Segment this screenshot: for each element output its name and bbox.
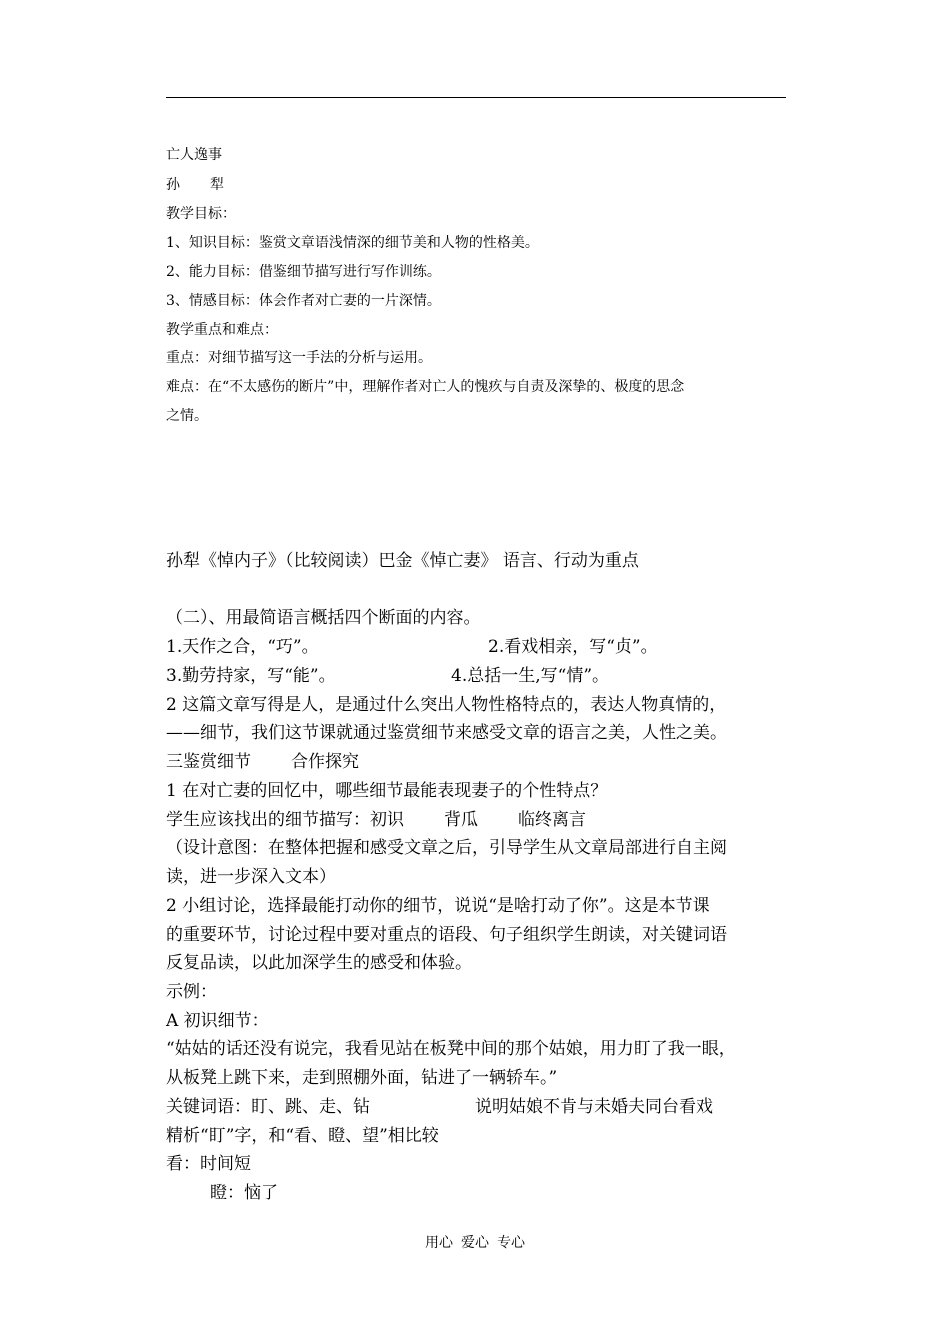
difficulty-line-1: 难点：在“不太感伤的断片”中，理解作者对亡人的愧疚与自责及深挚的、极度的思念 xyxy=(166,379,685,395)
summary-item-1: 1.天作之合，“巧”。 xyxy=(166,637,319,657)
discussion-line-1: 2 小组讨论，选择最能打动你的细节，说说“是啥打动了你”。这是本节课 xyxy=(166,896,710,916)
quote-line-1: “姑姑的话还没有说完，我看见站在板凳中间的那个姑娘，用力盯了我一眼， xyxy=(166,1039,736,1059)
detail-melon: 背瓜 xyxy=(444,810,478,830)
summary-item-3: 3.勤劳持家，写“能”。 xyxy=(166,666,336,686)
details-intro: 学生应该找出的细节描写：初识 xyxy=(166,810,404,830)
example-label: 示例： xyxy=(166,982,217,1002)
difficulty-line-2: 之情。 xyxy=(166,408,208,424)
discussion-line-3: 反复品读，以此加深学生的感受和体验。 xyxy=(166,953,472,973)
detail-last-words: 临终离言 xyxy=(518,810,586,830)
analysis-line: 精析“盯”字，和“看、瞪、望”相比较 xyxy=(166,1126,439,1146)
page-footer xyxy=(0,1232,950,1252)
quote-line-2: 从板凳上跳下来，走到照棚外面，钻进了一辆轿车。” xyxy=(166,1068,558,1088)
author-family-name: 孙 xyxy=(166,177,180,193)
objective-3: 3、情感目标：体会作者对亡妻的一片深情。 xyxy=(166,293,441,309)
keywords-line xyxy=(166,1092,713,1117)
keypoint: 重点：对细节描写这一手法的分析与运用。 xyxy=(166,350,432,366)
section-2-title: （二）、用最简语言概括四个断面的内容。 xyxy=(166,608,481,628)
keywords-explanation: 说明姑娘不肯与未婚夫同台看戏 xyxy=(475,1097,713,1117)
discussion-line-2: 的重要环节，讨论过程中要对重点的语段、句子组织学生朗读，对关键词语 xyxy=(166,925,727,945)
author xyxy=(166,174,224,194)
author-given-name: 犁 xyxy=(210,177,224,193)
keypoints-heading: 教学重点和难点： xyxy=(166,322,278,338)
lesson-title: 亡人逸事 xyxy=(166,147,222,163)
summary-row-1 xyxy=(166,632,658,657)
design-intent-line-1: （设计意图：在整体把握和感受文章之后，引导学生从文章局部进行自主阅 xyxy=(166,838,727,858)
objectives-heading: 教学目标： xyxy=(166,206,236,222)
section-3-title xyxy=(166,747,359,772)
design-intent-line-2: 读，进一步深入文本） xyxy=(166,867,336,887)
summary-row-2 xyxy=(166,661,610,686)
section-3-part-b: 合作探究 xyxy=(291,752,359,772)
comparison-reading: 孙犁《悼内子》（比较阅读）巴金《悼亡妻》 语言、行动为重点 xyxy=(166,551,639,571)
question-1: 1 在对亡妻的回忆中，哪些细节最能表现妻子的个性特点？ xyxy=(166,781,608,801)
details-line xyxy=(166,805,586,830)
header-rule xyxy=(166,97,786,98)
footer-word-2: 爱心 xyxy=(461,1235,489,1251)
section-3-part-a: 三鉴赏细节 xyxy=(166,752,251,772)
look-line: 看：时间短 xyxy=(166,1154,251,1174)
footer-word-1: 用心 xyxy=(425,1235,453,1251)
summary-item-2: 2.看戏相亲，写“贞”。 xyxy=(488,637,658,657)
question-2-line-2: ——细节，我们这节课就通过鉴赏细节来感受文章的语言之美，人性之美。 xyxy=(166,723,727,743)
objective-1: 1、知识目标：鉴赏文章语浅情深的细节美和人物的性格美。 xyxy=(166,235,539,251)
footer-word-3: 专心 xyxy=(497,1235,525,1251)
objective-2: 2、能力目标：借鉴细节描写进行写作训练。 xyxy=(166,264,441,280)
question-2-line-1: 2 这篇文章写得是人，是通过什么突出人物性格特点的，表达人物真情的， xyxy=(166,695,727,715)
glare-line: 瞪：恼了 xyxy=(210,1183,278,1203)
summary-item-4: 4.总括一生,写“情”。 xyxy=(451,666,610,686)
keywords: 关键词语：盯、跳、走、钻 xyxy=(166,1097,370,1117)
example-a-title: A 初识细节： xyxy=(166,1011,269,1031)
